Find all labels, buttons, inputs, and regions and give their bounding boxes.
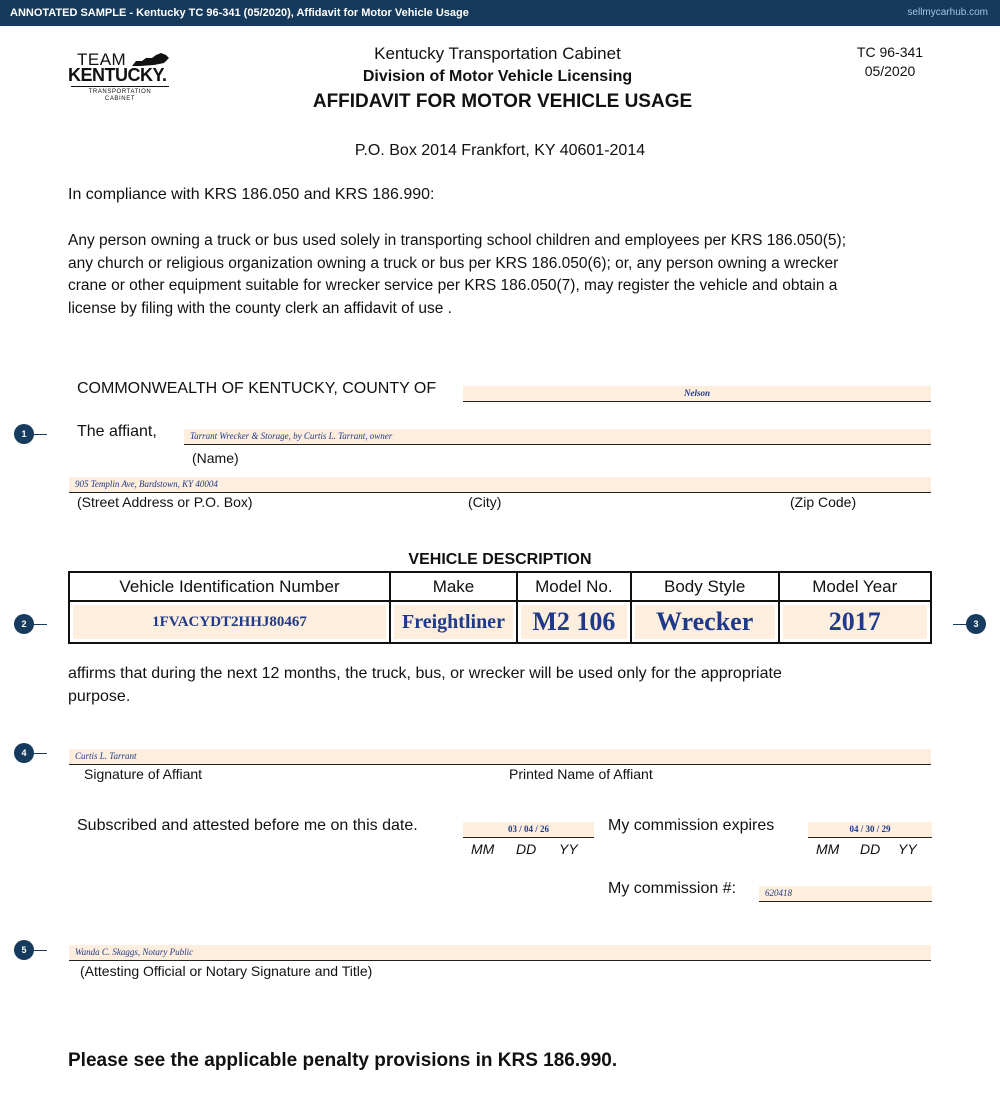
affiant-signature-field[interactable] bbox=[69, 749, 931, 765]
vehicle-header-row bbox=[69, 572, 931, 601]
body-style-value: Wrecker bbox=[635, 605, 775, 639]
affirmation-line: affirms that during the next 12 months, the truck, bus, or wrecker will be used only for the appropriate bbox=[68, 665, 782, 682]
banner-site-link[interactable]: sellmycarhub.com bbox=[907, 7, 988, 18]
eligibility-paragraph bbox=[68, 230, 846, 320]
street-caption: (Street Address or P.O. Box) bbox=[77, 494, 253, 510]
callout-badge-1: 1 bbox=[14, 424, 34, 444]
affirmation-line: purpose. bbox=[68, 688, 131, 705]
notary-signature-value: Wanda C. Skaggs, Notary Public bbox=[75, 947, 194, 957]
zip-caption: (Zip Code) bbox=[790, 494, 857, 510]
subscribed-date-field[interactable] bbox=[463, 822, 594, 838]
vehicle-value-row bbox=[69, 601, 931, 643]
callout-badge-5: 5 bbox=[14, 940, 34, 960]
commission-number-field[interactable] bbox=[759, 886, 932, 902]
make-header: Make bbox=[390, 572, 517, 601]
model-year-value: 2017 bbox=[783, 605, 927, 639]
callout-leader-3 bbox=[953, 624, 966, 625]
logo-kentucky-text: KENTUCKY. bbox=[68, 65, 167, 85]
form-title: AFFIDAVIT FOR MOTOR VEHICLE USAGE bbox=[312, 91, 693, 112]
body-style-header: Body Style bbox=[631, 572, 779, 601]
affiant-name-value: Tarrant Wrecker & Storage, by Curtis L. Tarrant, owner bbox=[190, 431, 393, 441]
affiant-name-field[interactable] bbox=[184, 429, 931, 445]
callout-leader-5 bbox=[34, 950, 47, 951]
compliance-statement: In compliance with KRS 186.050 and KRS 186.990: bbox=[68, 186, 435, 203]
notary-caption: (Attesting Official or Notary Signature and Title) bbox=[80, 963, 373, 979]
expires-dd-label: DD bbox=[860, 841, 881, 857]
affiant-label: The affiant, bbox=[77, 423, 157, 440]
commission-number-value: 620418 bbox=[765, 888, 792, 898]
division-name: Division of Motor Vehicle Licensing bbox=[362, 68, 633, 85]
model-no-cell[interactable] bbox=[517, 601, 631, 643]
vin-cell[interactable] bbox=[69, 601, 390, 643]
vin-header: Vehicle Identification Number bbox=[69, 572, 390, 601]
vin-value: 1FVACYDT2HHJ80467 bbox=[73, 605, 386, 639]
callout-badge-2: 2 bbox=[14, 614, 34, 634]
callout-badge-4: 4 bbox=[14, 743, 34, 763]
model-no-value: M2 106 bbox=[521, 605, 627, 639]
form-revision-date: 05/2020 bbox=[864, 63, 916, 79]
logo-cabinet-line2: CABINET bbox=[104, 96, 136, 102]
make-cell[interactable] bbox=[390, 601, 517, 643]
model-year-header: Model Year bbox=[779, 572, 931, 601]
address-field[interactable] bbox=[69, 477, 931, 493]
expires-yy-label: YY bbox=[898, 841, 917, 857]
vehicle-section-title: VEHICLE DESCRIPTION bbox=[408, 551, 592, 568]
commission-expires-label: My commission expires bbox=[608, 817, 775, 834]
county-field[interactable] bbox=[463, 386, 931, 402]
penalty-notice: Please see the applicable penalty provisions in KRS 186.990. bbox=[68, 1050, 618, 1071]
logo-cabinet-line1: TRANSPORTATION bbox=[88, 89, 152, 95]
model-year-cell[interactable] bbox=[779, 601, 931, 643]
form-number: TC 96-341 bbox=[856, 44, 924, 60]
callout-leader-2 bbox=[34, 624, 47, 625]
model-no-header: Model No. bbox=[517, 572, 631, 601]
callout-badge-3: 3 bbox=[966, 614, 986, 634]
team-kentucky-logo bbox=[68, 50, 172, 110]
paragraph-line: any church or religious organization owning a truck or bus per KRS 186.050(6); or, any person owning a wrecker bbox=[68, 254, 839, 272]
agency-name: Kentucky Transportation Cabinet bbox=[374, 44, 621, 63]
city-caption: (City) bbox=[468, 494, 502, 510]
name-caption: (Name) bbox=[192, 450, 239, 466]
subscribed-dd-label: DD bbox=[516, 841, 537, 857]
paragraph-line: license by filing with the county clerk an affidavit of use . bbox=[68, 299, 452, 317]
callout-leader-4 bbox=[34, 753, 47, 754]
mailing-address: P.O. Box 2014 Frankfort, KY 40601-2014 bbox=[354, 142, 646, 159]
logo-team-text: TEAM bbox=[77, 50, 127, 69]
banner-title: ANNOTATED SAMPLE - Kentucky TC 96-341 (05/2020), Affidavit for Motor Vehicle Usage bbox=[10, 7, 469, 19]
body-style-cell[interactable] bbox=[631, 601, 779, 643]
commission-number-label: My commission #: bbox=[608, 880, 737, 897]
subscribed-mm-label: MM bbox=[471, 841, 495, 857]
callout-leader-1 bbox=[34, 434, 47, 435]
subscribed-date-value: 03 / 04 / 26 bbox=[507, 824, 549, 834]
county-label: COMMONWEALTH OF KENTUCKY, COUNTY OF bbox=[77, 380, 437, 397]
subscribed-label: Subscribed and attested before me on this date. bbox=[77, 817, 418, 834]
signature-caption: Signature of Affiant bbox=[84, 766, 203, 782]
paragraph-line: crane or other equipment suitable for wrecker service per KRS 186.050(7), may register the vehicle and obtain a bbox=[68, 277, 838, 294]
affiant-signature-value: Curtis L. Tarrant bbox=[75, 751, 137, 761]
vehicle-table bbox=[68, 571, 932, 644]
county-value: Nelson bbox=[683, 388, 710, 398]
make-value: Freightliner bbox=[394, 605, 513, 639]
commission-expires-value: 04 / 30 / 29 bbox=[849, 824, 891, 834]
notary-signature-field[interactable] bbox=[69, 945, 931, 961]
printed-name-caption: Printed Name of Affiant bbox=[509, 766, 653, 782]
expires-mm-label: MM bbox=[816, 841, 840, 857]
commission-expires-field[interactable] bbox=[808, 822, 932, 838]
paragraph-line: Any person owning a truck or bus used solely in transporting school children and employees per KRS 186.050(5); bbox=[68, 232, 847, 249]
affirmation-text bbox=[68, 662, 782, 708]
subscribed-yy-label: YY bbox=[559, 841, 578, 857]
address-value: 905 Templin Ave, Bardstown, KY 40004 bbox=[75, 479, 218, 489]
